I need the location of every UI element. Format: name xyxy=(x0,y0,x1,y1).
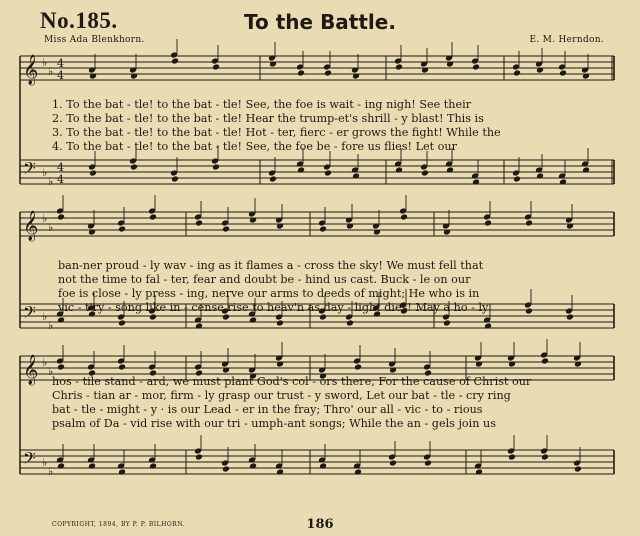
treble-note xyxy=(400,214,408,221)
treble-note xyxy=(222,226,230,233)
treble-note xyxy=(395,64,403,71)
bass-note xyxy=(541,454,549,461)
bass-note xyxy=(195,454,203,461)
flat-sign: ♭ xyxy=(48,319,54,332)
copyright-notice: COPYRIGHT, 1894, BY P. P. BILHORN. xyxy=(52,521,186,528)
time-signature: 4 xyxy=(57,173,64,186)
bass-note xyxy=(574,466,582,473)
time-signature: 4 xyxy=(57,161,64,174)
bass-clef: 𝄢 xyxy=(23,158,36,182)
treble-note xyxy=(57,214,65,221)
hymn-number: No.185. xyxy=(40,8,118,33)
verse-line: not the time to fal - ter, fear and doubt be - hind us cast. Buck - le on our xyxy=(58,273,471,286)
treble-note xyxy=(513,70,521,77)
treble-note xyxy=(484,220,492,227)
treble-note xyxy=(171,58,179,65)
verse-line: bat - tle - might - y · is our Lead - er in the fray; Thro' our all - vic - to - rious xyxy=(52,403,483,416)
verse-line: vic - t'ry - song like in - cense rise to heav'n as day - light dies! May a ho - ly xyxy=(58,301,489,314)
hymn-title: To the Battle. xyxy=(244,10,396,34)
verse-line: 1. To the bat - tle! to the bat - tle! See, the foe is wait - ing nigh! See their xyxy=(52,98,472,111)
flat-sign: ♭ xyxy=(42,56,48,69)
flat-sign: ♭ xyxy=(48,65,54,78)
treble-note xyxy=(354,364,362,371)
lyricist-credit: Miss Ada Blenkhorn. xyxy=(44,35,145,45)
verse-line: foe is close - ly press - ing, nerve our arms to deeds of might; He who is in xyxy=(58,287,480,300)
flat-sign: ♭ xyxy=(42,310,48,323)
bass-note xyxy=(443,320,451,327)
treble-note xyxy=(118,364,126,371)
bass-note xyxy=(346,320,354,327)
bass-note xyxy=(212,164,220,171)
flat-sign: ♭ xyxy=(48,365,54,378)
bass-clef: 𝄢 xyxy=(23,448,36,472)
system-1-lyrics xyxy=(52,98,612,154)
bass-note xyxy=(421,170,429,177)
bass-note xyxy=(389,460,397,467)
bass-note xyxy=(269,176,277,183)
treble-note xyxy=(324,70,332,77)
treble-note xyxy=(57,364,65,371)
treble-note xyxy=(195,220,203,227)
flat-sign: ♭ xyxy=(42,166,48,179)
bass-note xyxy=(130,164,138,171)
flat-sign: ♭ xyxy=(48,465,54,478)
verse-line: 2. To the bat - tle! to the bat - tle! Hear the trump-et's shrill - y blast! This is xyxy=(52,112,484,125)
bass-note xyxy=(508,454,516,461)
treble-clef: 𝄞 xyxy=(23,55,39,85)
verse-line: hos - tile stand - ard, we must plant God's col - ors there, For the cause of Christ our xyxy=(52,375,532,388)
system-2-lyrics xyxy=(58,259,610,315)
treble-note xyxy=(319,226,327,233)
composer-credit: E. M. Herndon. xyxy=(529,35,604,45)
bass-note xyxy=(324,170,332,177)
bass-clef: 𝄢 xyxy=(23,302,36,326)
bass-note xyxy=(276,320,284,327)
verse-line: psalm of Da - vid rise with our tri - umph-ant songs; While the an - gels join us xyxy=(52,417,496,430)
bass-note xyxy=(89,170,97,177)
verse-line: 3. To the bat - tle! to the bat - tle! Hot - ter, fierc - er grows the fight! While the xyxy=(52,126,501,139)
flat-sign: ♭ xyxy=(42,356,48,369)
verse-line: 4. To the bat - tle! to the bat - tle! See, the foe be - fore us flies! Let our xyxy=(52,140,457,153)
treble-clef: 𝄞 xyxy=(23,211,39,241)
flat-sign: ♭ xyxy=(48,221,54,234)
time-signature: 4 xyxy=(57,57,64,70)
page-number: 186 xyxy=(306,517,334,532)
flat-sign: ♭ xyxy=(48,175,54,188)
bass-note xyxy=(513,176,521,183)
treble-clef: 𝄞 xyxy=(23,355,39,385)
bass-note xyxy=(118,320,126,327)
treble-note xyxy=(118,226,126,233)
bass-note xyxy=(424,460,432,467)
bass-note xyxy=(171,176,179,183)
bass-note xyxy=(222,466,230,473)
treble-note xyxy=(472,64,480,71)
verse-line: ban-ner proud - ly wav - ing as it flames a - cross the sky! We must fell that xyxy=(58,259,484,272)
flat-sign: ♭ xyxy=(42,456,48,469)
treble-note xyxy=(541,358,549,365)
treble-note xyxy=(212,64,220,71)
treble-note xyxy=(297,70,305,77)
flat-sign: ♭ xyxy=(42,212,48,225)
treble-note xyxy=(559,70,567,77)
verse-line: Chris - tian ar - mor, firm - ly grasp our trust - y sword, Let our bat - tle - cry ring xyxy=(52,389,511,402)
treble-note xyxy=(525,220,533,227)
time-signature: 4 xyxy=(57,69,64,82)
treble-note xyxy=(149,214,157,221)
system-3-lyrics xyxy=(52,375,612,431)
